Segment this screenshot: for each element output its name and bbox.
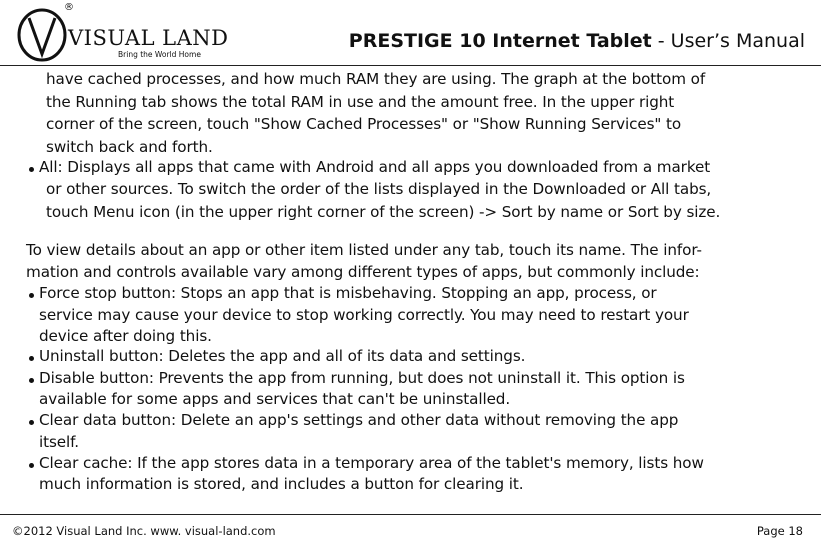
text-line: available for some apps and services that can't be uninstalled. [39, 390, 511, 408]
text-line: the Running tab shows the total RAM in use and the amount free. In the upper right [46, 93, 675, 111]
bullet-icon [29, 420, 34, 425]
bullet-icon [29, 463, 34, 468]
text-line: touch Menu icon (in the upper right corner of the screen) -> Sort by name or Sort by size. [46, 203, 721, 221]
text-line: much information is stored, and includes a button for clearing it. [39, 475, 524, 493]
text-line: service may cause your device to stop working correctly. You may need to restart your [39, 306, 689, 324]
brand-tagline: Bring the World Home [118, 50, 201, 59]
text-line: have cached processes, and how much RAM they are using. The graph at the bottom of [46, 70, 706, 88]
bullet-icon [29, 356, 34, 361]
text-line: corner of the screen, touch "Show Cached Processes" or "Show Running Services" to [46, 115, 682, 133]
page-number: Page 18 [756, 524, 803, 538]
product-name: PRESTIGE 10 Internet Tablet [348, 30, 652, 52]
bullet-icon [29, 167, 34, 172]
list-item-text: Disable button: Prevents the app from running, but does not uninstall it. This option is [39, 369, 685, 387]
text-line: switch back and forth. [46, 138, 213, 156]
text-line: or other sources. To switch the order of the lists displayed in the Downloaded or All tabs, [46, 180, 712, 198]
footer-rule [0, 514, 821, 515]
footer-copyright: ©2012 Visual Land Inc. www. visual-land.com [12, 524, 276, 538]
bullet-icon [29, 293, 34, 298]
text-line: mation and controls available vary among different types of apps, but commonly include: [26, 263, 700, 281]
document-title [349, 32, 805, 51]
bullet-icon [29, 378, 34, 383]
registered-mark: ® [64, 2, 74, 13]
text-line: itself. [39, 433, 80, 451]
text-line: device after doing this. [39, 327, 212, 345]
visual-land-logo-icon [14, 6, 70, 62]
list-item-text: Clear data button: Delete an app's settings and other data without removing the app [39, 411, 679, 429]
text-line: To view details about an app or other item listed under any tab, touch its name. The infor- [26, 241, 702, 259]
list-item-text: Uninstall button: Deletes the app and all of its data and settings. [39, 347, 526, 365]
header-rule [0, 65, 821, 66]
list-item-text: All: Displays all apps that came with Android and all apps you downloaded from a market [39, 158, 711, 176]
title-suffix: - User’s Manual [651, 30, 805, 52]
list-item-text: Clear cache: If the app stores data in a temporary area of the tablet's memory, lists how [39, 454, 704, 472]
list-item-text: Force stop button: Stops an app that is misbehaving. Stopping an app, process, or [39, 284, 657, 302]
brand-name: VISUAL LAND [68, 26, 229, 50]
